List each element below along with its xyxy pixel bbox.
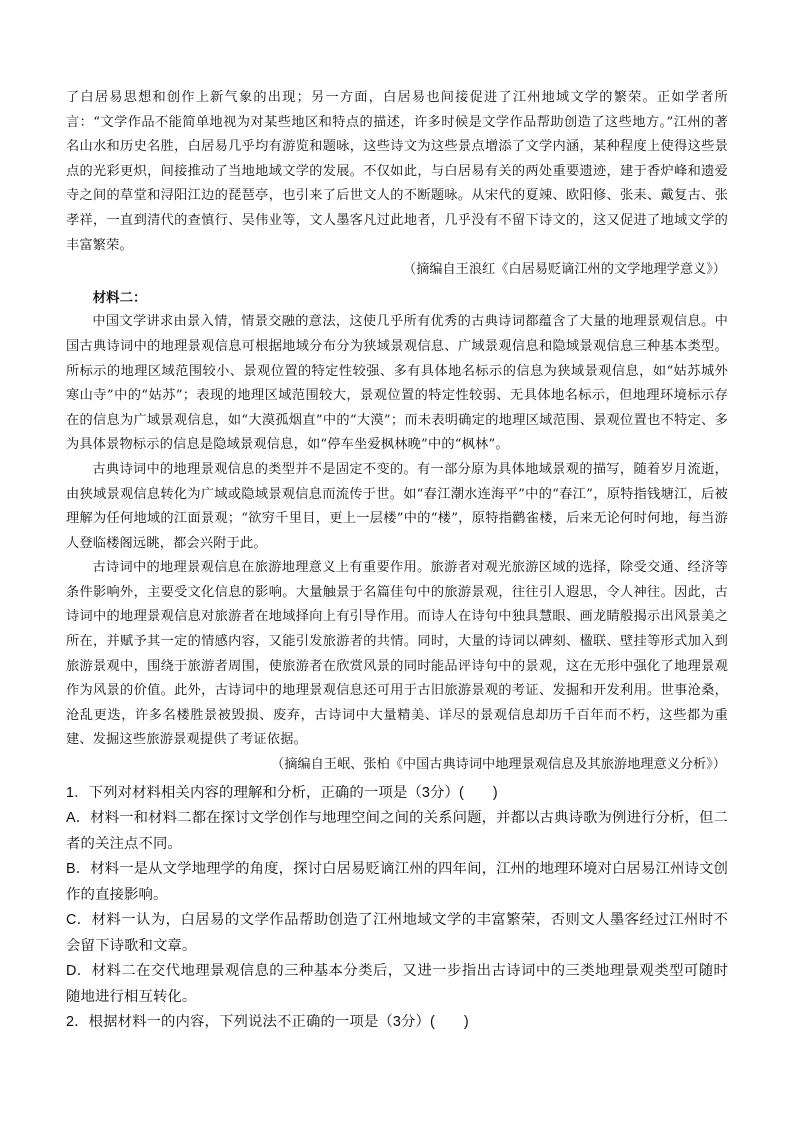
question-1-option-b: B．材料一是从文学地理学的角度，探讨白居易贬谪江州的四年间，江州的地理环境对白居易江州诗文创作的直接影响。 [66,861,728,903]
question-1-option-c: C．材料一认为，白居易的文学作品帮助创造了江州地域文学的丰富繁荣，否则文人墨客经过江州时不会留下诗歌和文章。 [66,912,728,954]
material2-paragraph-2: 古典诗词中的地理景观信息的类型并不是固定不变的。有一部分原为具体地域景观的描写，随着岁月流逝，由狭域景观信息转化为广域或隐域景观信息而流传于世。如“春江潮水连海平”中的“春江”，原特指钱塘江，后被理解为任何地域的江面景观；“欲穷千里目，更上一层楼”中的“楼”，原特指鹳雀楼，后来无论何时何地，每当游人登临楼阁远眺，都会兴附于此。 [66,461,728,551]
material2-paragraph-1: 中国文学讲求由景入情，情景交融的意法，这使几乎所有优秀的古典诗词都蕴含了大量的地理景观信息。中国古典诗词中的地理景观信息可根据地域分布分为狭域景观信息、广域景观信息和隐域景观信息三种基本类型。所标示的地理区域范围较小、景观位置的特定性较强、多有具体地名标示的信息为狭域景观信息，如“姑苏城外寒山寺”中的“姑苏”；表现的地理区域范围较大，景观位置的特定性较弱、无具体地名标示，但地理环境标示存在的信息为广域景观信息，如“大漠孤烟直”中的“大漠”；而未表明确定的地理区域范围、景观位置也不特定、多为具体景物标示的信息是隐域景观信息，如“停车坐爱枫林晚”中的“枫林”。 [66,314,728,453]
question-2-stem: 2．根据材料一的内容，下列说法不正确的一项是（3分）( ) [66,1014,469,1031]
material2-source: （摘编自王岷、张柏《中国古典诗词中地理景观信息及其旅游地理意义分析》） [271,757,726,773]
question-1-option-d: D．材料二在交代地理景观信息的三种基本分类后，又进一步指出古诗词中的三类地理景观类型可随时随地进行相互转化。 [66,963,728,1005]
material2-heading: 材料二： [92,289,147,306]
material2-paragraph-3: 古诗词中的地理景观信息在旅游地理意义上有重要作用。旅游者对观光旅游区域的选择，除受交通、经济等条件影响外，主要受文化信息的影响。大量触景于名篇佳句中的旅游景观，往往引人遐思，令人神往。因此，古诗词中的地理景观信息对旅游者在地域择向上有引导作用。而诗人在诗句中独具慧眼、画龙睛般揭示出风景美之所在，并赋予其一定的情感内容，又能引发旅游者的共情。同时，大量的诗词以碑刻、楹联、壁挂等形式加入到旅游景观中，围绕于旅游者周围，使旅游者在欣赏风景的同时能品评诗句中的景观，这在无形中强化了地理景观作为风景的价值。此外，古诗词中的地理景观信息还可用于古旧旅游景观的考证、发掘和开发利用。世事沧桑，沧乱更迭，许多名楼胜景被毁损、废弃，古诗词中大量精美、详尽的景观信息却历千百年而不朽，这些都为重建、发掘这些旅游景观提供了考证依据。 [66,560,728,748]
question-1-stem: 1．下列对材料相关内容的理解和分析，正确的一项是（3分）( ) [66,784,498,801]
question-1-option-a: A．材料一和材料二都在探讨文学创作与地理空间之间的关系问题，并都以古典诗歌为例进行分析，但二者的关注点不同。 [66,810,728,852]
material1-source: （摘编自王浪红《白居易贬谪江州的文学地理学意义》） [402,262,726,278]
material1-paragraph: 了白居易思想和创作上新气象的出现；另一方面，白居易也间接促进了江州地域文学的繁荣。正如学者所言：“文学作品不能简单地视为对某些地区和特点的描述，许多时候是文学作品帮助创造了这些地方。”江州的著名山水和历史名胜，白居易几乎均有游览和题咏，这些诗文为这些景点增添了文学内涵，某种程度上使得这些景点的光彩更炽，间接推动了当地地域文学的发展。不仅如此，与白居易有关的两处重要遗迹，建于香炉峰和遗爱寺之间的草堂和浔阳江边的琵琶亭，也引来了后世文人的不断题咏。从宋代的夏竦、欧阳修、张耒、戴复古、张孝祥，一直到清代的查慎行、吴伟业等，文人墨客凡过此地者，几乎没有不留下诗文的，这又促进了地域文学的丰富繁荣。 [66,90,728,253]
